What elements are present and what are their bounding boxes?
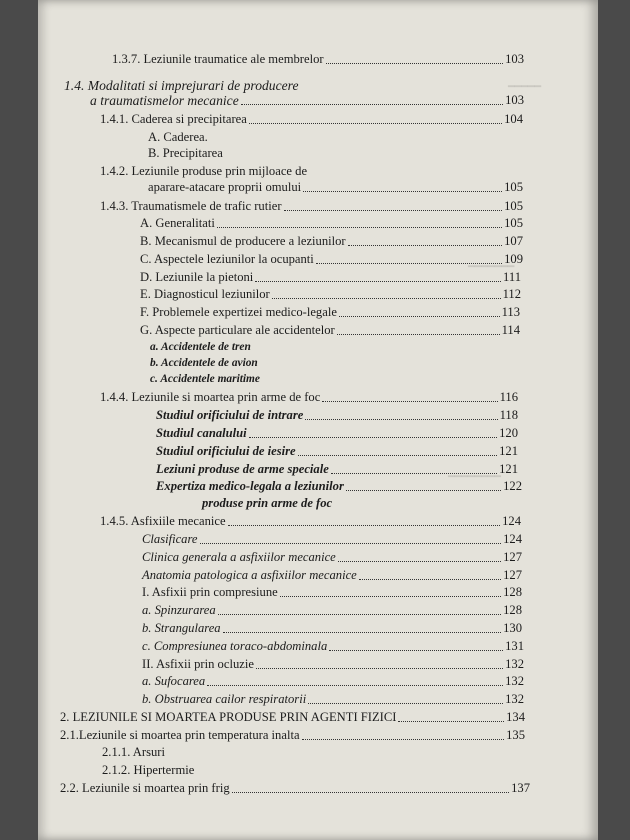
bleed-through-mark: ━━━━━━━━ <box>448 471 501 483</box>
toc-entry: Clinica generala a asfixiilor mecanice 127 <box>142 550 522 564</box>
toc-entry: 2.1.2. Hipertermie <box>102 763 195 777</box>
toc-entry: c. Compresiunea toraco-abdominala 131 <box>142 639 524 653</box>
toc-chapter-entry: 2. LEZIUNILE SI MOARTEA PRODUSE PRIN AGENTI FIZICI 134 <box>60 710 525 724</box>
toc-entry: b. Strangularea 130 <box>142 621 522 635</box>
bleed-through-mark: ━━━━━ <box>508 81 542 93</box>
toc-entry: A. Caderea. <box>148 130 208 144</box>
toc-entry: 1.4.1. Caderea si precipitarea 104 <box>100 112 523 126</box>
toc-entry: a traumatismelor mecanice 103 <box>90 93 524 108</box>
toc-entry: E. Diagnosticul leziunilor 112 <box>140 287 521 301</box>
toc-entry: a. Spinzurarea 128 <box>142 603 522 617</box>
toc-section-heading: 1.4. Modalitati si imprejurari de producere <box>64 78 299 93</box>
toc-entry: I. Asfixii prin compresiune 128 <box>142 585 522 599</box>
toc-entry: F. Problemele expertizei medico-legale 113 <box>140 305 520 319</box>
toc-entry: a. Accidentele de tren <box>150 341 251 353</box>
book-page <box>38 0 598 840</box>
toc-entry: 1.3.7. Leziunile traumatice ale membrelor 103 <box>112 52 524 66</box>
bleed-through-mark: ━━━━━━━ <box>468 261 515 273</box>
toc-entry: B. Precipitarea <box>148 146 223 160</box>
toc-entry: 1.4.5. Asfixiile mecanice 124 <box>100 514 521 528</box>
toc-entry: Expertiza medico-legala a leziunilor 122 <box>156 479 522 493</box>
toc-entry: 2.1.1. Arsuri <box>102 745 165 759</box>
toc-entry: 2.1.Leziunile si moartea prin temperatura inalta 135 <box>60 728 525 742</box>
toc-entry: Studiul orificiului de intrare 118 <box>156 408 518 422</box>
toc-entry: produse prin arme de foc <box>202 496 333 510</box>
toc-entry: A. Generalitati 105 <box>140 216 523 230</box>
toc-entry: Leziuni produse de arme speciale 121 <box>156 462 518 476</box>
toc-entry: 2.2. Leziunile si moartea prin frig 137 <box>60 781 530 795</box>
toc-entry: 1.4.3. Traumatismele de trafic rutier 105 <box>100 199 523 213</box>
toc-entry: 1.4.4. Leziunile si moartea prin arme de foc 116 <box>100 390 518 404</box>
toc-entry: B. Mecanismul de producere a leziunilor 107 <box>140 234 523 248</box>
toc-entry: Studiul canalului 120 <box>156 426 518 440</box>
toc-entry: Studiul orificiului de iesire 121 <box>156 444 518 458</box>
toc-entry: aparare-atacare proprii omului 105 <box>148 180 523 194</box>
toc-entry: C. Aspectele leziunilor la ocupanti 109 <box>140 252 523 266</box>
toc-entry: b. Accidentele de avion <box>150 357 258 369</box>
toc-entry: 1.4.2. Leziunile produse prin mijloace de <box>100 164 308 178</box>
toc-entry: c. Accidentele maritime <box>150 373 260 385</box>
toc-entry: Anatomia patologica a asfixiilor mecanice 127 <box>142 568 522 582</box>
toc-entry: II. Asfixii prin ocluzie 132 <box>142 657 524 671</box>
toc-entry: b. Obstruarea cailor respiratorii 132 <box>142 692 524 706</box>
toc-entry: D. Leziunile la pietoni 111 <box>140 270 521 284</box>
toc-entry: G. Aspecte particulare ale accidentelor 114 <box>140 323 520 337</box>
toc-entry: a. Sufocarea 132 <box>142 674 524 688</box>
toc-entry: Clasificare 124 <box>142 532 522 546</box>
